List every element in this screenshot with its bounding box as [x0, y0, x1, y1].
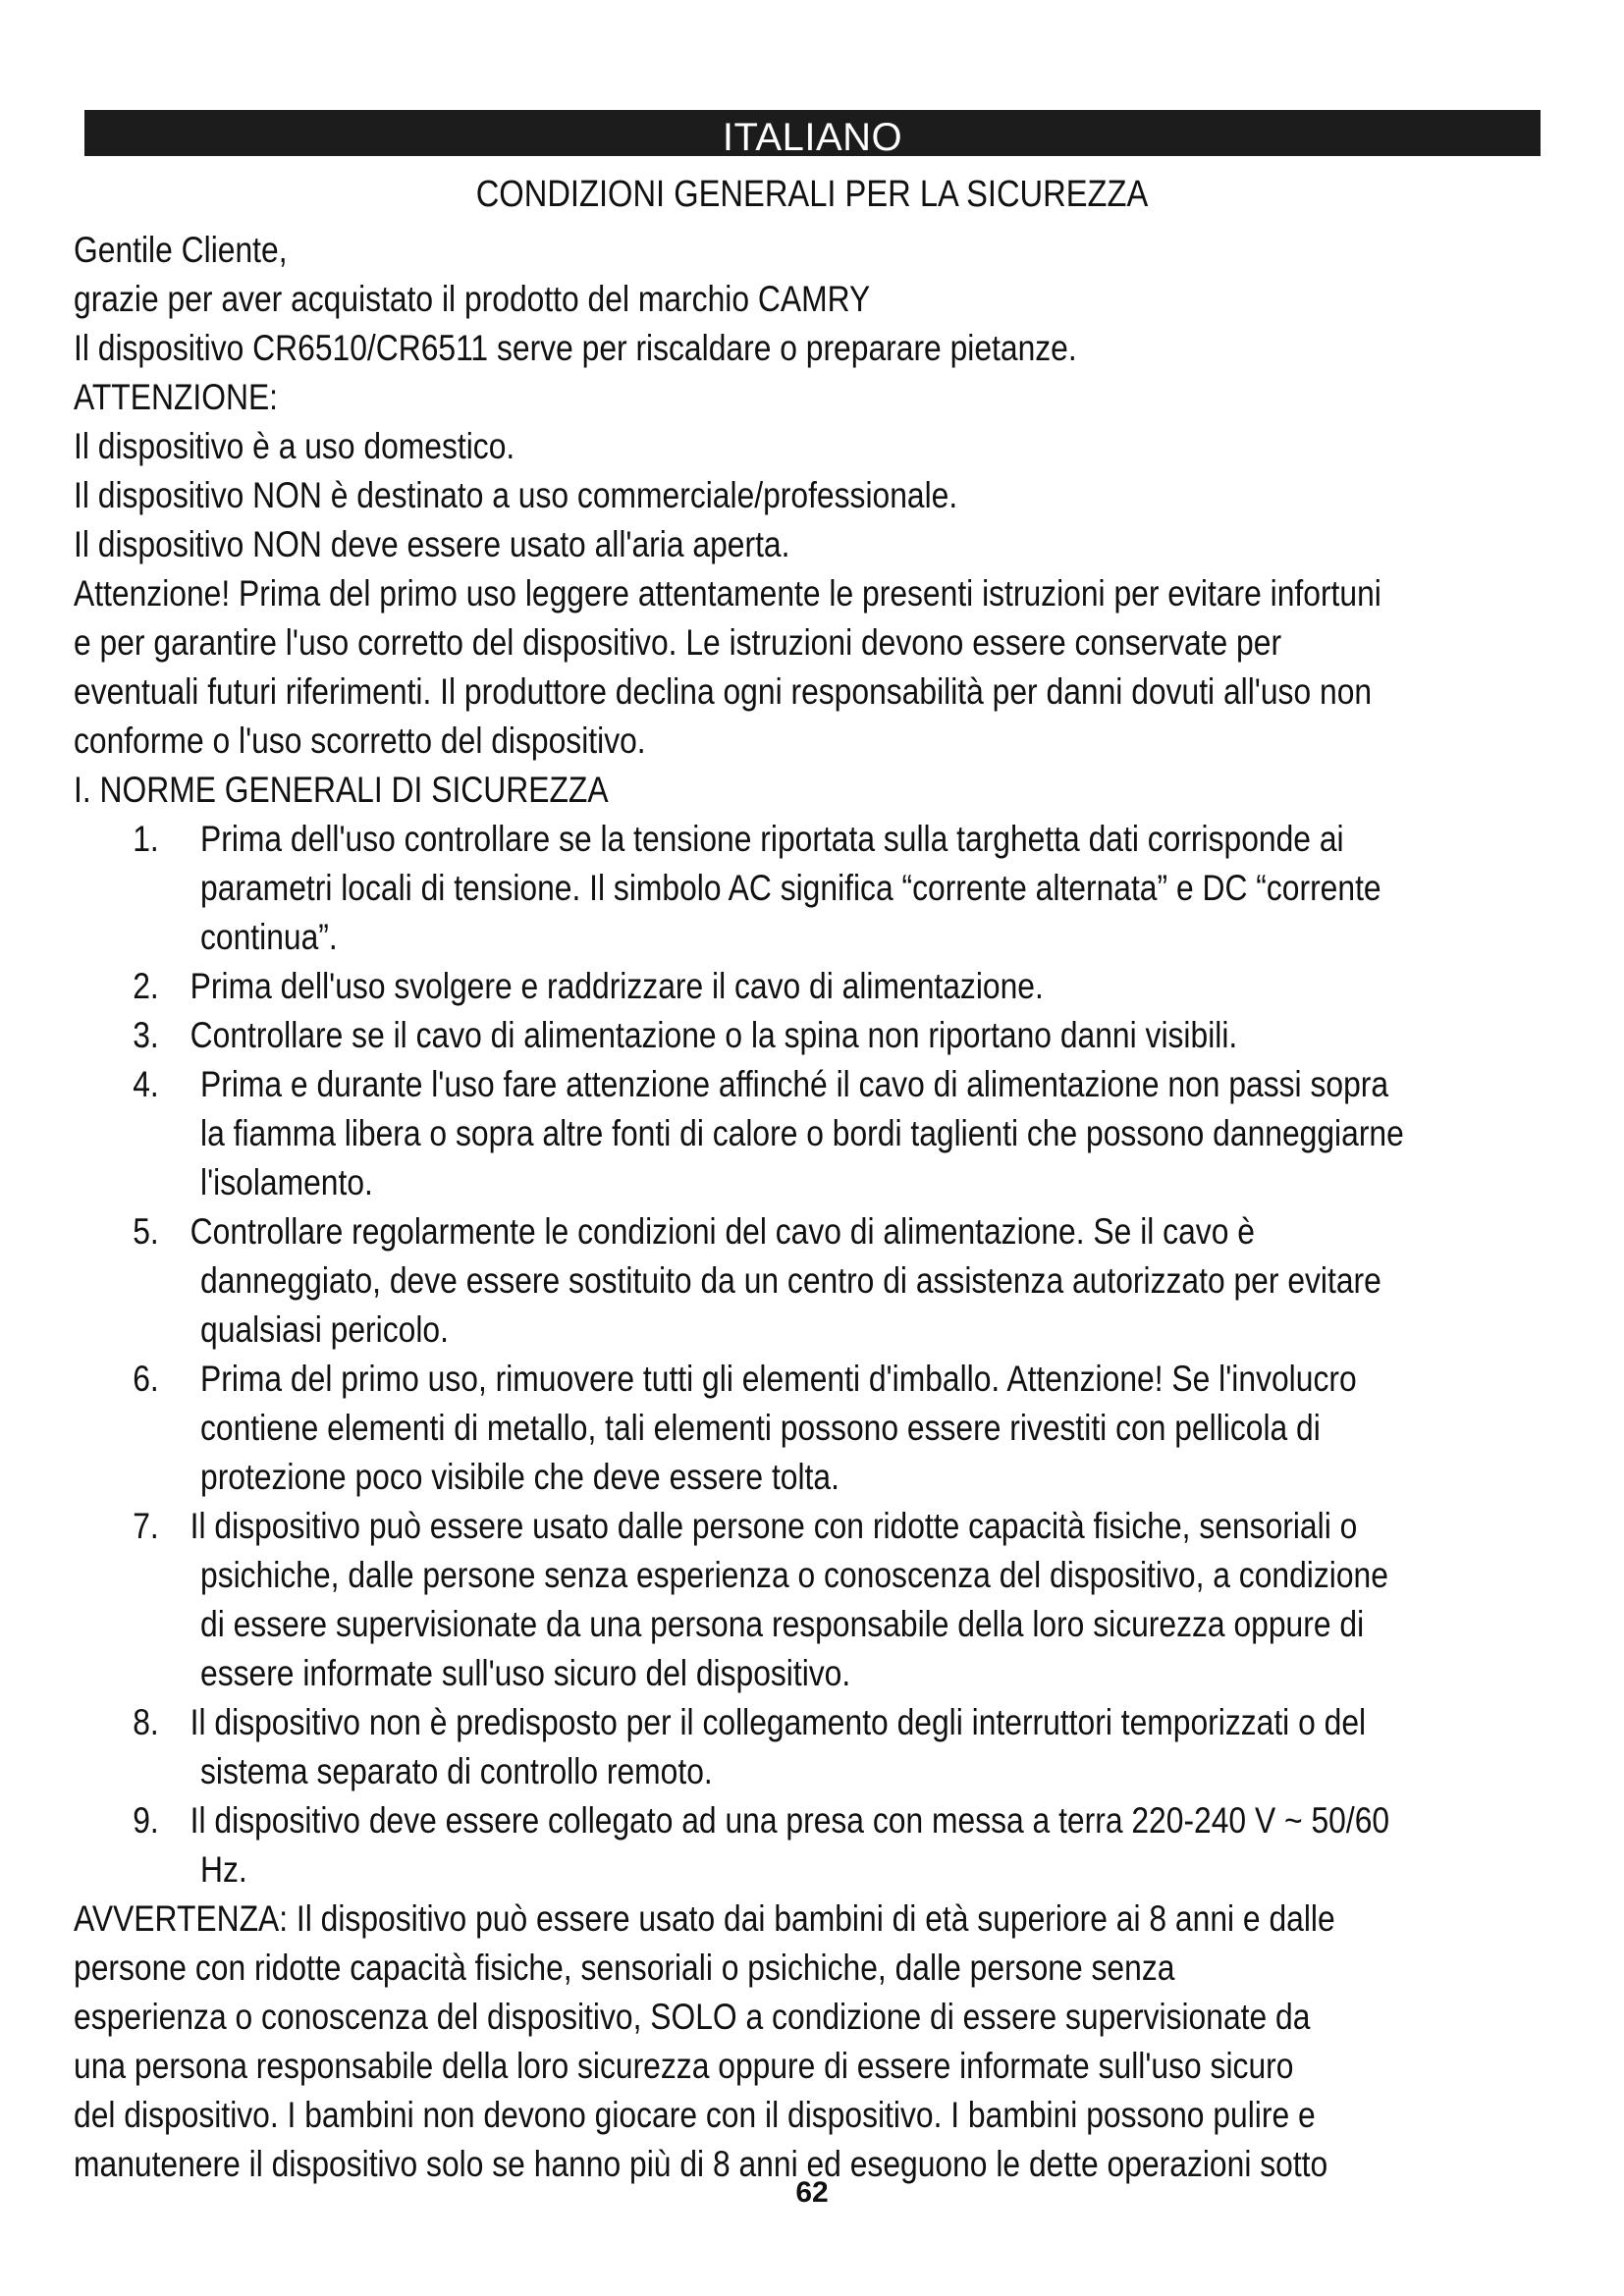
list-item-text: sistema separato di controllo remoto.: [200, 1751, 713, 1791]
list-item-number: 1.: [133, 819, 159, 859]
list-item-number: 8.: [133, 1702, 159, 1742]
warning-line: una persona responsabile della loro sicurezza oppure di essere informate sull'uso sicuro: [74, 2046, 1294, 2086]
list-item-text: Controllare regolarmente le condizioni del cavo di alimentazione. Se il cavo è: [189, 1211, 1255, 1252]
list-item-text: parametri locali di tensione. Il simbolo AC significa “corrente alternata” e DC “corrente: [200, 868, 1381, 908]
language-header-bar: ITALIANO: [84, 110, 1541, 156]
list-item-text: psichiche, dalle persone senza esperienza o conoscenza del dispositivo, a condizione: [200, 1555, 1388, 1595]
attention-heading: ATTENZIONE:: [74, 377, 279, 417]
list-item-text: Prima dell'uso controllare se la tensione riportata sulla targhetta dati corrisponde ai: [200, 819, 1344, 859]
list-item-number: 2.: [133, 966, 159, 1006]
intro-line: Il dispositivo CR6510/CR6511 serve per riscaldare o preparare pietanze.: [74, 328, 1077, 368]
list-item: [74, 815, 1624, 962]
safety-rules-list: [74, 815, 1624, 1895]
intro-line: Il dispositivo è a uso domestico.: [74, 426, 515, 466]
list-item-text: protezione poco visibile che deve essere tolta.: [200, 1457, 839, 1497]
intro-line: conforme o l'uso scorretto del dispositivo.: [74, 721, 646, 761]
list-item-text: Prima del primo uso, rimuovere tutti gli elementi d'imballo. Attenzione! Se l'involucro: [200, 1359, 1357, 1399]
list-item-text: Il dispositivo non è predisposto per il collegamento degli interruttori temporizzati o del: [189, 1702, 1367, 1742]
list-item-text: la fiamma libera o sopra altre fonti di calore o bordi taglienti che possono danneggiarne: [200, 1113, 1404, 1153]
list-item-text: essere informate sull'uso sicuro del dispositivo.: [200, 1653, 851, 1693]
warning-line: AVVERTENZA: Il dispositivo può essere usato dai bambini di età superiore ai 8 anni e dalle: [74, 1898, 1335, 1939]
page-number: 62: [795, 2176, 829, 2209]
list-item: [74, 1355, 1624, 1502]
list-item-text: Controllare se il cavo di alimentazione o la spina non riportano danni visibili.: [189, 1015, 1238, 1055]
list-item: [74, 1698, 1624, 1796]
intro-line: Il dispositivo NON deve essere usato all'aria aperta.: [74, 524, 790, 564]
list-item-text: qualsiasi pericolo.: [200, 1309, 449, 1350]
intro-line: eventuali futuri riferimenti. Il produttore declina ogni responsabilità per danni dovuti all'uso non: [74, 671, 1373, 712]
list-item-text: continua”.: [200, 917, 338, 957]
intro-block: [74, 226, 1624, 766]
list-item: [74, 1060, 1624, 1207]
rules-heading: I. NORME GENERALI DI SICUREZZA: [74, 770, 609, 810]
list-item-number: 9.: [133, 1800, 159, 1841]
list-item-text: l'isolamento.: [200, 1162, 373, 1202]
list-item-number: 6.: [133, 1359, 159, 1399]
warning-line: persone con ridotte capacità fisiche, sensoriali o psichiche, dalle persone senza: [74, 1948, 1175, 1988]
section-title: CONDIZIONI GENERALI PER LA SICUREZZA: [475, 174, 1149, 215]
warning-line: del dispositivo. I bambini non devono giocare con il dispositivo. I bambini possono pulire e: [74, 2095, 1316, 2135]
list-item-number: 5.: [133, 1211, 159, 1252]
warning-block: [74, 1895, 1624, 2189]
intro-line: e per garantire l'uso corretto del dispositivo. Le istruzioni devono essere conservate per: [74, 622, 1282, 663]
list-item: [74, 962, 1624, 1011]
greeting: Gentile Cliente,: [74, 230, 288, 270]
list-item-text: Il dispositivo deve essere collegato ad una presa con messa a terra 220-240 V ~ 50/60: [189, 1800, 1390, 1841]
intro-line: grazie per aver acquistato il prodotto del marchio CAMRY: [74, 279, 871, 319]
intro-line: Attenzione! Prima del primo uso leggere attentamente le presenti istruzioni per evitare infortuni: [74, 573, 1381, 614]
list-item-text: danneggiato, deve essere sostituito da un centro di assistenza autorizzato per evitare: [200, 1260, 1381, 1301]
list-item-text: Il dispositivo può essere usato dalle persone con ridotte capacità fisiche, sensoriali o: [189, 1506, 1358, 1546]
list-item: [74, 1207, 1624, 1355]
list-item-text: di essere supervisionate da una persona responsabile della loro sicurezza oppure di: [200, 1604, 1365, 1644]
list-item-number: 7.: [133, 1506, 159, 1546]
list-item-text: Prima e durante l'uso fare attenzione affinché il cavo di alimentazione non passi sopra: [200, 1064, 1389, 1104]
warning-line: esperienza o conoscenza del dispositivo, SOLO a condizione di essere supervisionate da: [74, 1997, 1311, 2037]
list-item-text: Hz.: [200, 1849, 247, 1890]
list-item-number: 4.: [133, 1064, 159, 1104]
warning-line: manutenere il dispositivo solo se hanno più di 8 anni ed eseguono le dette operazioni sotto: [74, 2144, 1328, 2184]
list-item-number: 3.: [133, 1015, 159, 1055]
list-item: [74, 1502, 1624, 1698]
list-item: [74, 1796, 1624, 1895]
list-item-text: contiene elementi di metallo, tali elementi possono essere rivestiti con pellicola di: [200, 1408, 1321, 1448]
list-item: [74, 1011, 1624, 1060]
list-item-text: Prima dell'uso svolgere e raddrizzare il cavo di alimentazione.: [189, 966, 1044, 1006]
intro-line: Il dispositivo NON è destinato a uso commerciale/professionale.: [74, 475, 958, 515]
document-body: [74, 226, 1624, 2189]
